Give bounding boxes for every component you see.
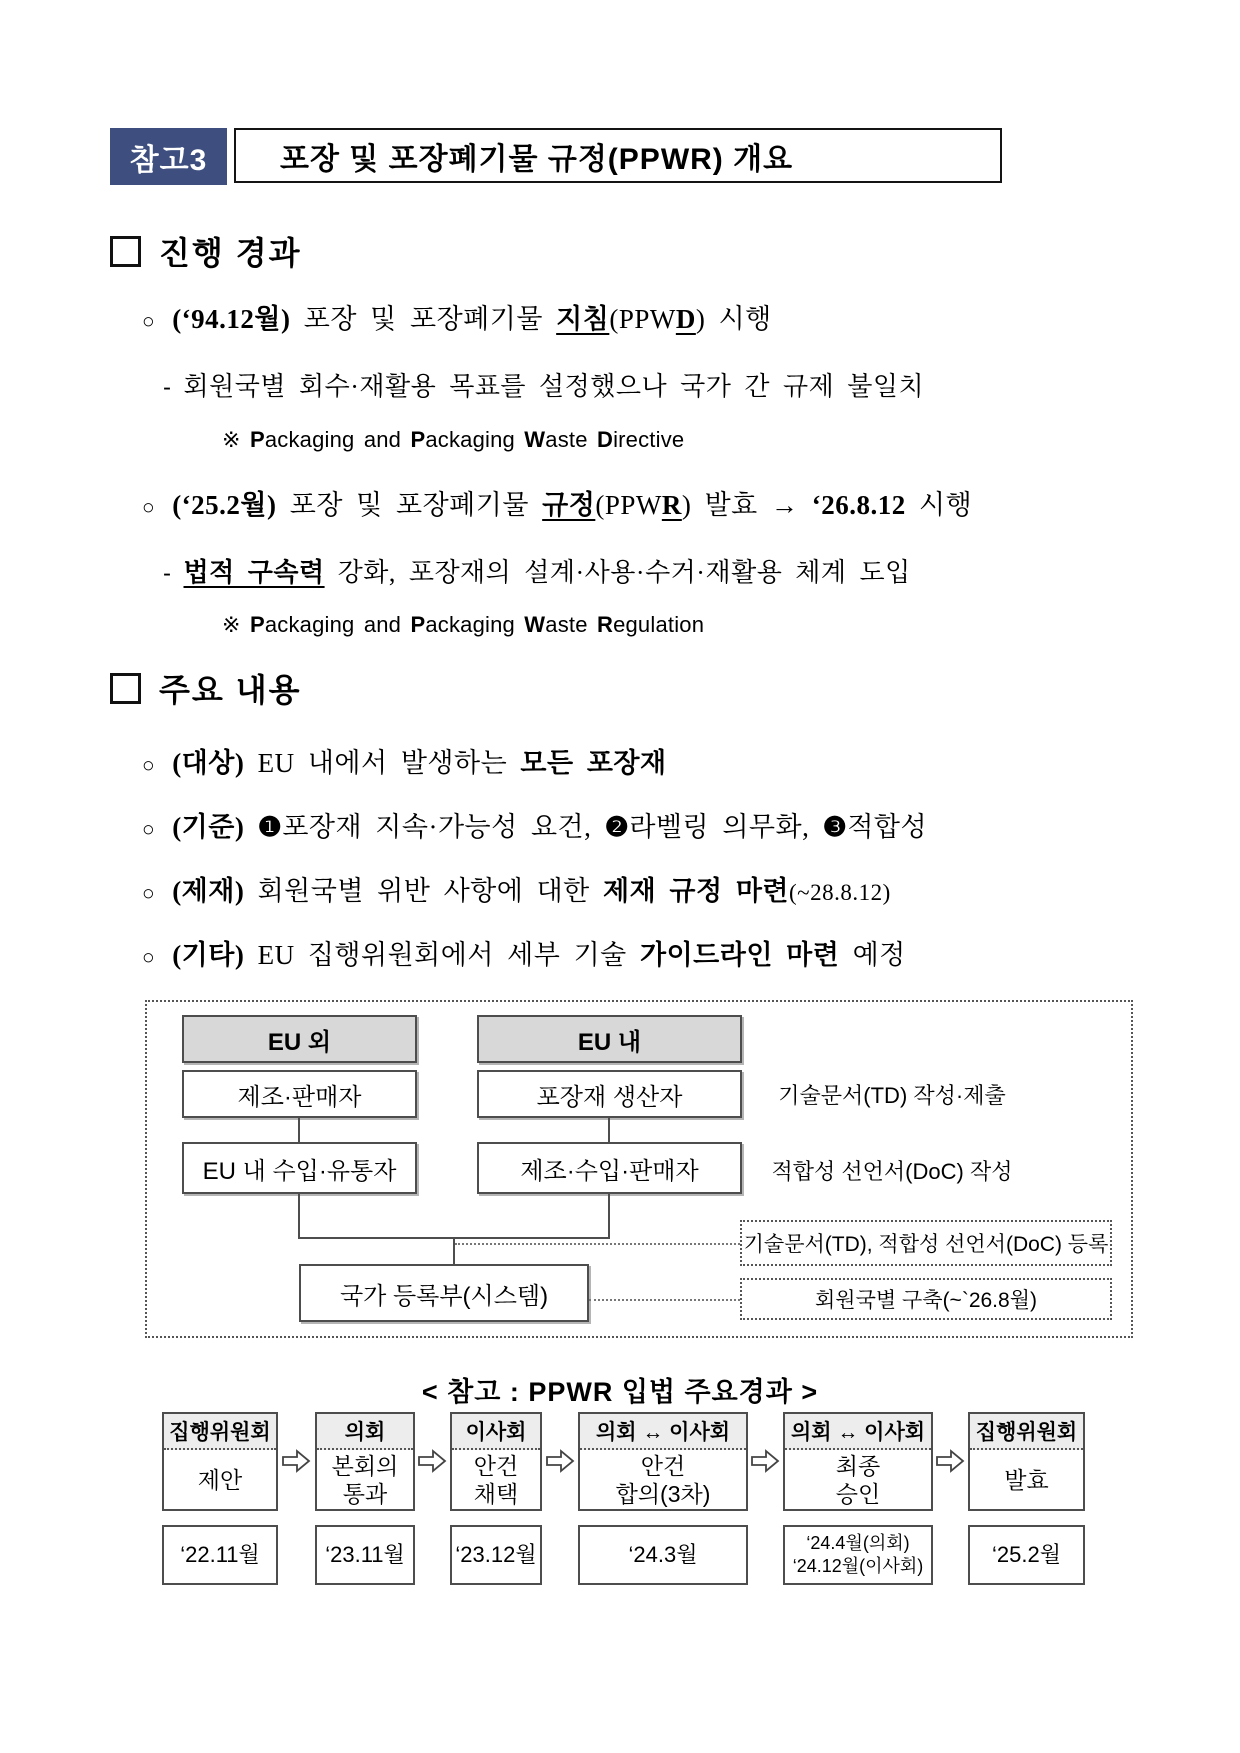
bullet-text: 적합성	[847, 812, 928, 842]
note-text: ackaging	[425, 612, 525, 637]
section-heading-label: 진행 경과	[159, 235, 302, 271]
circled-3-icon: ❸	[822, 812, 848, 842]
note-bold: P	[410, 427, 426, 452]
connector-line	[608, 1194, 610, 1237]
bullet-text: ) 시행	[695, 304, 772, 334]
flow-arrow-icon	[281, 1448, 311, 1474]
bullet-text: (PPW	[595, 490, 662, 520]
square-bullet-icon	[110, 673, 141, 704]
diagram-header-eu-inside: EU 내	[477, 1015, 742, 1063]
stage-body-line: 최종	[835, 1452, 881, 1479]
dotted-connector-line	[589, 1299, 740, 1301]
timeline-date-line: ‘24.12월(이사회)	[792, 1556, 924, 1576]
note-text: ackaging	[264, 612, 364, 637]
timeline-date	[783, 1525, 933, 1585]
diagram-header-eu-outside: EU 외	[182, 1015, 417, 1063]
keyword-underlined: 법적 구속력	[183, 558, 325, 587]
timeline-date-line: ‘23.12월	[455, 1542, 537, 1567]
note-text: irective	[613, 427, 685, 452]
diagram-box-eu-importer-distributor: EU 내 수입·유통자	[182, 1142, 417, 1194]
circle-bullet-icon: ○	[142, 946, 156, 969]
stage-body	[580, 1450, 746, 1509]
stage-body-line: 승인	[835, 1480, 881, 1507]
timeline-date-line: ‘22.11월	[180, 1542, 260, 1567]
note-text: egulation	[613, 612, 705, 637]
section-heading-progress	[110, 228, 302, 274]
diagram-box-maker-importer-seller: 제조·수입·판매자	[477, 1142, 742, 1194]
circled-1-icon: ❶	[257, 812, 283, 842]
keyletter-underlined: D	[675, 304, 696, 334]
dotted-connector-line	[455, 1243, 740, 1245]
bullet-target	[142, 741, 667, 780]
timeline-stage-entry-into-force	[968, 1412, 1085, 1511]
bullet-bold: 제재 규정 마련	[603, 876, 789, 906]
stage-header: 집행위원회	[970, 1414, 1083, 1450]
obligation-flow-diagram	[145, 1000, 1133, 1338]
bullet-text: 포장 및 포장폐기물	[290, 304, 557, 334]
note-ppwd-fullname	[222, 427, 684, 453]
subbullet-ppwr	[163, 552, 911, 589]
connector-line	[453, 1237, 455, 1264]
dash-bullet-icon: -	[163, 374, 172, 401]
bullet-date-range: (~28.8.12)	[789, 880, 891, 905]
timeline-date	[968, 1525, 1085, 1585]
circle-bullet-icon: ○	[142, 496, 156, 519]
legislation-timeline	[145, 1412, 1135, 1592]
bullet-bold: 가이드라인 마련	[640, 940, 840, 970]
bullet-criteria	[142, 805, 927, 844]
stage-header: 의회 ↔ 이사회	[580, 1414, 746, 1450]
square-bullet-icon	[110, 236, 141, 267]
subbullet-ppwd	[163, 366, 924, 403]
stage-body	[452, 1450, 540, 1509]
circled-2-icon: ❷	[604, 812, 630, 842]
stage-body-line: 본회의	[331, 1452, 399, 1479]
reference-mark-icon: ※	[222, 612, 250, 637]
bullet-text: 예정	[839, 940, 906, 970]
note-text: and	[363, 612, 411, 637]
flow-arrow-icon	[545, 1448, 575, 1474]
subbullet-text: 회원국별 회수·재활용 목표를 설정했으나 국가 간 규제 불일치	[183, 372, 925, 401]
timeline-date	[315, 1525, 415, 1585]
bullet-text: EU 집행위원회에서 세부 기술	[244, 940, 640, 970]
note-bold: W	[524, 612, 546, 637]
stage-body	[164, 1450, 276, 1509]
bullet-ppwd	[142, 297, 772, 336]
timeline-stage-council-adopt	[450, 1412, 542, 1511]
diagram-box-packaging-producer: 포장재 생산자	[477, 1070, 742, 1118]
bullet-label: (기타)	[172, 940, 245, 970]
note-bold: P	[249, 612, 265, 637]
circle-bullet-icon: ○	[142, 882, 156, 905]
note-bold: W	[524, 427, 546, 452]
stage-body-line: 안건	[640, 1452, 686, 1479]
bullet-date: (‘94.12월)	[172, 304, 291, 334]
stage-body-line: 통과	[342, 1480, 388, 1507]
timeline-date	[578, 1525, 748, 1585]
bullet-date: ‘26.8.12	[811, 490, 906, 520]
bullet-text: ) 발효 →	[681, 490, 812, 520]
flow-arrow-icon	[750, 1448, 780, 1474]
bullet-sanction	[142, 869, 891, 908]
bullet-label: (제재)	[172, 876, 245, 906]
bullet-label: (대상)	[172, 748, 245, 778]
note-text: aste	[545, 612, 597, 637]
stage-header: 의회 ↔ 이사회	[785, 1414, 931, 1450]
bullet-text: EU 내에서 발생하는	[244, 748, 521, 778]
bullet-text: (PPW	[609, 304, 676, 334]
bullet-bold: 모든 포장재	[520, 748, 667, 778]
bullet-date: (‘25.2월)	[172, 490, 277, 520]
note-text: aste	[545, 427, 597, 452]
bullet-text: 시행	[905, 490, 973, 520]
circle-bullet-icon: ○	[142, 818, 156, 841]
bullet-etc	[142, 933, 906, 972]
keyword-underlined: 규정	[542, 490, 596, 520]
note-text: and	[363, 427, 411, 452]
note-bold: P	[410, 612, 426, 637]
stage-header: 이사회	[452, 1414, 540, 1450]
stage-body-line: 채택	[473, 1480, 519, 1507]
timeline-stage-final-approval	[783, 1412, 933, 1511]
stage-body	[785, 1450, 931, 1509]
diagram-dotted-box-registration: 기술문서(TD), 적합성 선언서(DoC) 등록	[740, 1220, 1112, 1266]
keyletter-underlined: R	[661, 490, 682, 520]
timeline-stage-commission-proposal	[162, 1412, 278, 1511]
reference-mark-icon: ※	[222, 427, 250, 452]
timeline-stage-trilogue-agreement	[578, 1412, 748, 1511]
connector-line	[298, 1118, 300, 1142]
diagram-box-manufacturer-seller: 제조·판매자	[182, 1070, 417, 1118]
timeline-date-line: ‘23.11월	[325, 1542, 405, 1567]
subbullet-text: 강화, 포장재의 설계·사용·수거·재활용 체계 도입	[324, 558, 911, 587]
timeline-date	[162, 1525, 278, 1585]
stage-header: 의회	[317, 1414, 413, 1450]
note-bold: D	[596, 427, 614, 452]
bullet-label: (기준)	[172, 812, 245, 842]
stage-header: 집행위원회	[164, 1414, 276, 1450]
bullet-text: 회원국별 위반 사항에 대한	[244, 876, 603, 906]
note-text: ackaging	[264, 427, 364, 452]
timeline-date-line: ‘24.4월(의회)	[806, 1533, 910, 1553]
diagram-dotted-box-memberstate-build: 회원국별 구축(~`26.8월)	[740, 1278, 1112, 1320]
keyword-underlined: 지침	[556, 304, 610, 334]
note-ppwr-fullname	[222, 612, 704, 638]
flow-arrow-icon	[417, 1448, 447, 1474]
timeline-date	[450, 1525, 542, 1585]
stage-body	[970, 1450, 1083, 1509]
stage-body-line: 안건	[473, 1452, 519, 1479]
timeline-stage-parliament-pass	[315, 1412, 415, 1511]
diagram-note-technical-document: 기술문서(TD) 작성·제출	[778, 1082, 1006, 1108]
note-text: ackaging	[425, 427, 525, 452]
diagram-box-national-registry: 국가 등록부(시스템)	[299, 1264, 589, 1322]
section-heading-main	[110, 665, 302, 711]
stage-body-line: 발효	[1004, 1466, 1049, 1493]
timeline-date-line: ‘25.2월	[992, 1542, 1061, 1567]
section-heading-label: 주요 내용	[159, 672, 302, 708]
bullet-ppwr	[142, 483, 972, 522]
bullet-text: 포장재 지속·가능성 요건,	[282, 812, 605, 842]
connector-line	[298, 1194, 300, 1237]
timeline-title: < 참고 : PPWR 입법 주요경과 >	[421, 1377, 819, 1407]
bullet-text: 포장 및 포장폐기물	[276, 490, 543, 520]
dash-bullet-icon: -	[163, 560, 172, 587]
flow-arrow-icon	[935, 1448, 965, 1474]
circle-bullet-icon: ○	[142, 754, 156, 777]
note-bold: P	[249, 427, 265, 452]
connector-line	[608, 1118, 610, 1142]
diagram-note-doc-declaration: 적합성 선언서(DoC) 작성	[771, 1158, 1013, 1184]
timeline-date-line: ‘24.3월	[628, 1542, 698, 1567]
page-title: 포장 및 포장폐기물 규정(PPWR) 개요	[234, 128, 1002, 183]
stage-body	[317, 1450, 413, 1509]
reference-badge: 참고3	[110, 128, 227, 185]
note-bold: R	[596, 612, 614, 637]
stage-body-line: 합의(3차)	[615, 1480, 711, 1507]
bullet-text: 라벨링 의무화,	[629, 812, 823, 842]
stage-body-line: 제안	[197, 1466, 243, 1493]
circle-bullet-icon: ○	[142, 310, 156, 333]
bullet-text	[244, 812, 257, 842]
